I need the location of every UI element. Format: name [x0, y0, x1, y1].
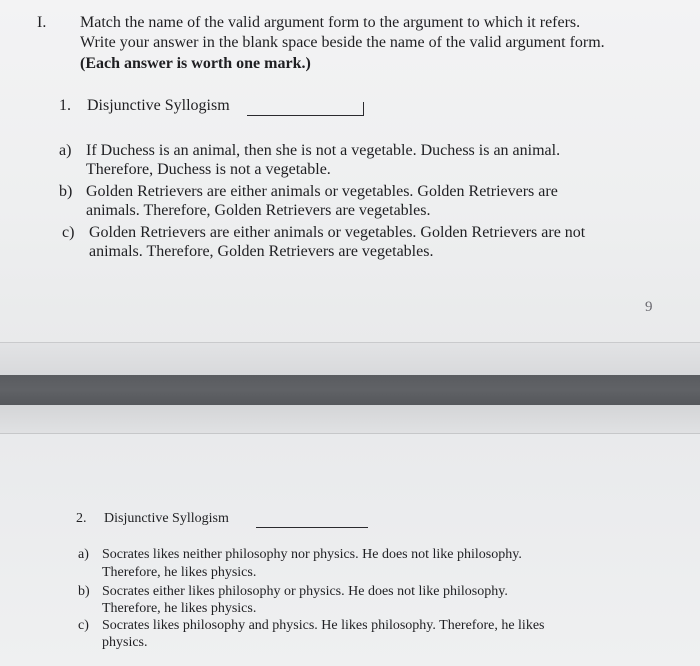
section-numeral: I. [37, 14, 47, 31]
option-1b-letter: b) [59, 183, 73, 200]
question-1-number: 1. [59, 97, 71, 114]
option-2b-letter: b) [78, 584, 90, 599]
option-1a-line-1: If Duchess is an animal, then she is not a vegetable. Duchess is an animal. [86, 142, 561, 159]
option-2b-line-2: Therefore, he likes physics. [102, 601, 257, 616]
option-1a-line-2: Therefore, Duchess is not a vegetable. [86, 161, 331, 178]
option-2b-line-1: Socrates either likes philosophy or physics. He does not like philosophy. [102, 584, 508, 599]
instruction-line-3: (Each answer is worth one mark.) [80, 55, 311, 72]
instruction-line-1: Match the name of the valid argument form to the argument to which it refers. [80, 14, 581, 31]
answer-blank-tick [363, 102, 364, 116]
option-2a-line-2: Therefore, he likes physics. [102, 565, 257, 580]
page-break-upper [0, 342, 700, 376]
option-1c-line-1: Golden Retrievers are either animals or vegetables. Golden Retrievers are not [89, 224, 586, 241]
instruction-line-2: Write your answer in the blank space beside the name of the valid argument form. [80, 34, 605, 51]
option-1b-line-1: Golden Retrievers are either animals or vegetables. Golden Retrievers are [86, 183, 558, 200]
option-2c-line-1: Socrates likes philosophy and physics. He likes philosophy. Therefore, he likes [102, 618, 545, 633]
question-1-answer-blank[interactable] [247, 115, 363, 116]
option-2a-letter: a) [78, 547, 89, 562]
option-1c-letter: c) [62, 224, 75, 241]
question-1-label: Disjunctive Syllogism [87, 97, 230, 114]
document-page-2 [0, 434, 700, 666]
page-number: 9 [645, 299, 653, 315]
option-2c-letter: c) [78, 618, 89, 633]
option-2c-line-2: physics. [102, 635, 148, 650]
option-1a-letter: a) [59, 142, 72, 159]
question-2-number: 2. [76, 511, 87, 526]
option-2a-line-1: Socrates likes neither philosophy nor physics. He does not like philosophy. [102, 547, 522, 562]
option-1c-line-2: animals. Therefore, Golden Retrievers are vegetables. [89, 243, 434, 260]
question-2-answer-blank[interactable] [256, 527, 368, 528]
question-2-label: Disjunctive Syllogism [104, 511, 229, 526]
option-1b-line-2: animals. Therefore, Golden Retrievers are vegetables. [86, 202, 431, 219]
page-break-lower [0, 405, 700, 434]
page-break-band [0, 375, 700, 405]
